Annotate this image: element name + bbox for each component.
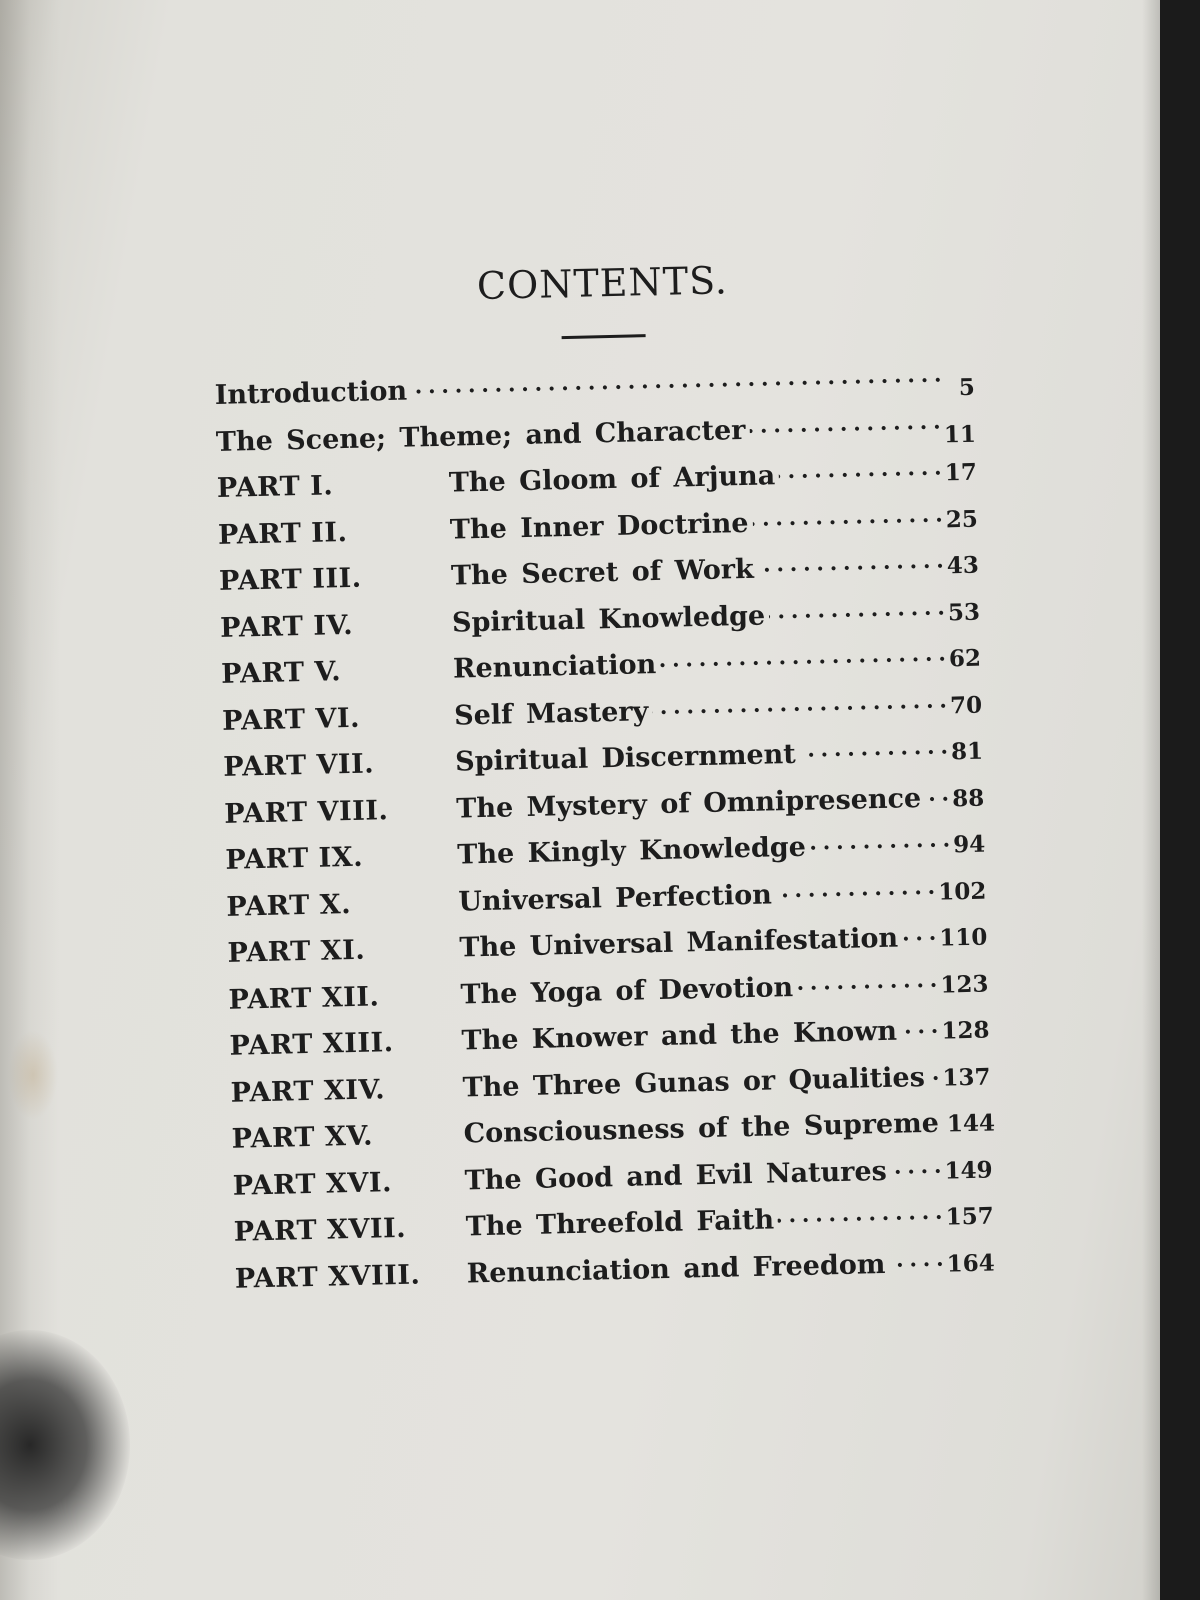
toc-entry-page: 17: [944, 458, 978, 487]
toc-entry-page: 144: [946, 1109, 996, 1138]
toc-entry-page: 128: [941, 1016, 990, 1045]
dot-leader: [769, 593, 944, 624]
page-edge: [1142, 0, 1160, 1600]
toc-entry-title: Self Mastery: [453, 695, 649, 732]
toc-entry-title: The Good and Evil Natures: [464, 1155, 888, 1196]
toc-entry-part: PART V.: [220, 656, 342, 690]
dot-leader: [660, 639, 945, 672]
heading-rule: [562, 334, 646, 339]
dot-leader: [889, 1244, 943, 1272]
toc-entry-part: PART VIII.: [223, 794, 389, 830]
contents-block: [212, 253, 995, 1307]
toc-entry-page: 164: [946, 1249, 996, 1278]
toc-entry-title: The Three Gunas or Qualities: [462, 1061, 926, 1104]
toc-entry-part: PART I.: [216, 470, 334, 504]
dot-leader: [809, 825, 949, 855]
toc-entry-page: 157: [945, 1202, 994, 1231]
toc-entry-part: PART IX.: [225, 841, 364, 876]
toc-entry-page: 149: [944, 1156, 993, 1185]
toc-entry-part: PART XVIII.: [234, 1259, 421, 1295]
toc-entry-title: Universal Perfection: [458, 878, 773, 918]
toc-entry-page: 123: [940, 970, 989, 999]
dot-leader: [749, 407, 940, 438]
toc-entry-part: PART VII.: [222, 748, 375, 783]
toc-entry-part: PART IV.: [219, 609, 354, 644]
toc-entry-page: 81: [950, 737, 984, 766]
dot-leader: [902, 919, 936, 947]
dot-leader: [775, 872, 934, 903]
dot-leader: [779, 454, 941, 485]
toc-entry-part: PART X.: [226, 888, 352, 923]
toc-entry-title: The Mystery of Omnipresence: [455, 782, 922, 825]
toc-entry-title: Introduction: [214, 375, 408, 411]
toc-entry-title: The Secret of Work: [450, 553, 755, 592]
toc-entry-page: 102: [937, 877, 987, 906]
toc-entry-title: Renunciation: [452, 649, 657, 685]
toc-entry-part: PART XV.: [231, 1120, 374, 1155]
toc-entry-title: The Scene; Theme; and Character: [215, 414, 746, 458]
thumb-shadow: [0, 1330, 130, 1560]
toc-entry-title: Renunciation and Freedom: [466, 1248, 886, 1289]
toc-entry-part: PART VI.: [221, 702, 361, 737]
toc-entry-page: 53: [947, 598, 981, 626]
toc-list: [214, 360, 995, 1307]
toc-entry-title: Spiritual Knowledge: [451, 600, 766, 639]
toc-entry-page: 88: [951, 784, 985, 812]
dot-leader: [890, 1151, 940, 1179]
toc-entry-page: 110: [939, 923, 988, 952]
toc-entry-title: The Knower and the Known: [461, 1015, 898, 1057]
toc-entry-part: PART XII.: [228, 980, 380, 1016]
dot-leader: [942, 1105, 943, 1132]
toc-entry-part: PART XI.: [227, 934, 366, 969]
toc-entry-part: PART XIV.: [230, 1073, 386, 1109]
toc-entry-title: Spiritual Discernment: [454, 738, 797, 778]
toc-entry-page: 25: [945, 505, 979, 533]
dot-leader: [928, 1058, 938, 1085]
dot-leader: [757, 546, 943, 577]
toc-entry-part: PART III.: [218, 562, 362, 597]
dot-leader: [925, 779, 949, 807]
paper-stain: [8, 1030, 58, 1120]
toc-entry-page: 94: [952, 830, 986, 859]
toc-entry-page: 43: [946, 551, 980, 580]
toc-entry-title: The Kingly Knowledge: [456, 831, 807, 871]
dot-leader: [652, 686, 946, 720]
toc-entry-page: 5: [958, 373, 976, 402]
toc-entry-page: 137: [942, 1063, 991, 1092]
toc-entry-page: 70: [949, 691, 983, 719]
toc-entry-page: 62: [948, 644, 982, 673]
contents-heading: CONTENTS.: [476, 258, 729, 308]
toc-entry-title: The Threefold Faith: [465, 1204, 775, 1243]
toc-entry-part: PART II.: [217, 516, 348, 551]
toc-entry-title: Consciousness of the Supreme: [463, 1107, 940, 1150]
toc-entry-title: The Gloom of Arjuna: [448, 460, 776, 499]
toc-entry-page: 11: [943, 420, 977, 448]
dot-leader: [778, 1198, 942, 1229]
toc-entry-title: The Yoga of Devotion: [460, 971, 794, 1011]
dot-leader: [799, 732, 947, 762]
toc-entry-part: PART XVII.: [233, 1212, 407, 1248]
toc-entry-part: PART XVI.: [232, 1166, 393, 1202]
toc-entry-title: The Inner Doctrine: [449, 507, 749, 546]
toc-entry-part: PART XIII.: [229, 1027, 394, 1062]
dot-leader: [901, 1012, 938, 1040]
dot-leader: [797, 965, 937, 995]
dot-leader: [752, 500, 942, 531]
toc-entry-title: The Universal Manifestation: [459, 922, 899, 964]
dot-leader: [411, 361, 941, 400]
